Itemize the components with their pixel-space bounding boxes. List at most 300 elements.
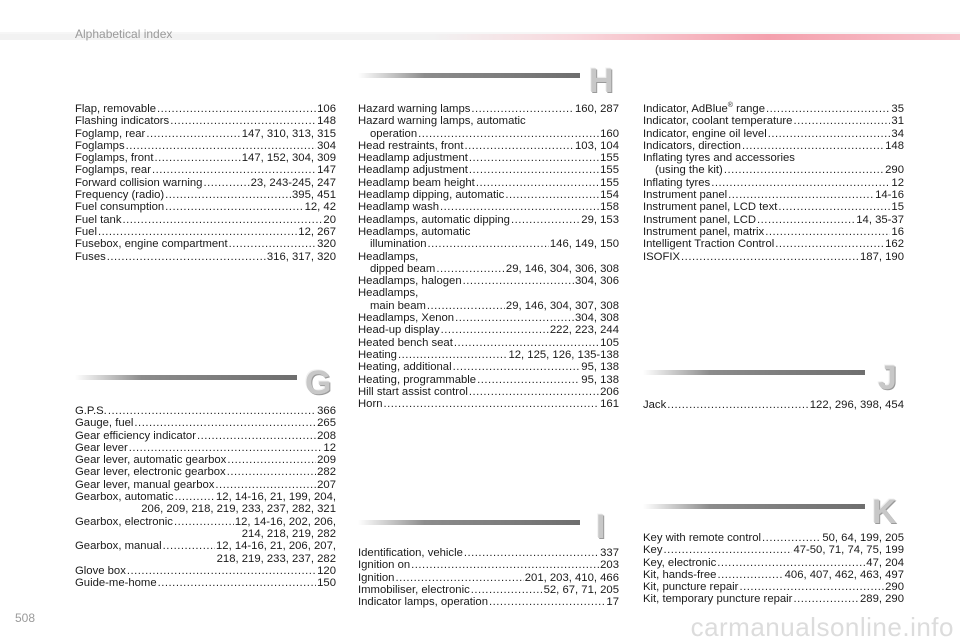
leader-dots <box>411 559 599 571</box>
index-entry-term: Headlamp adjustment <box>358 164 468 177</box>
index-entry-term: Identification, vehicle <box>358 547 463 559</box>
index-entry-pages: 158 <box>600 201 619 214</box>
watermark-text: carmanualsonline.info <box>690 612 954 642</box>
index-entry-term: (using the kit) <box>655 164 723 177</box>
letter-j-heading: J <box>878 359 897 397</box>
index-entry <box>75 516 336 541</box>
letter-h-bar <box>358 73 580 78</box>
index-entry-term: Gauge, fuel <box>75 417 134 430</box>
index-entry-term: Fuel consumption <box>75 201 165 214</box>
leader-dots <box>418 128 599 140</box>
index-entry-term: Headlamps, halogen <box>358 275 462 288</box>
index-entry-pages: 160 <box>600 127 619 140</box>
index-entry-term: Headlamp wash <box>358 201 440 214</box>
index-entry <box>75 214 336 226</box>
index-entry <box>75 430 336 442</box>
index-entry-term: Instrument panel, LCD text <box>643 201 778 214</box>
leader-dots <box>464 140 574 152</box>
leader-dots <box>127 565 316 577</box>
index-entry-pages: 162 <box>885 238 904 251</box>
index-entry-pages: 203 <box>600 559 619 572</box>
index-entry <box>358 584 619 596</box>
leader-dots <box>395 572 523 584</box>
index-entry <box>75 417 336 429</box>
leader-dots <box>724 164 884 176</box>
leader-dots <box>489 596 605 608</box>
index-entry-term: Gear lever <box>75 441 128 454</box>
leader-dots <box>126 140 317 152</box>
index-entry-pages: 147, 152, 304, 309 <box>241 152 336 165</box>
leader-dots <box>471 103 574 115</box>
index-entry-heading: Headlamps, automatic <box>358 225 471 238</box>
index-entry-term: Gear lever, electronic gearbox <box>75 466 226 479</box>
index-entry-pages: 320 <box>317 238 336 251</box>
leader-dots <box>174 516 234 528</box>
index-entry <box>643 115 904 127</box>
index-entry-term: Headlamp adjustment <box>358 152 468 165</box>
index-entry-term: ISOFIX <box>643 250 681 263</box>
index-entry <box>75 479 336 491</box>
leader-dots <box>398 349 507 361</box>
leader-dots <box>762 532 821 544</box>
index-entry-term: Gearbox, automatic <box>75 491 174 504</box>
leader-dots <box>203 177 249 189</box>
index-entry-pages: 289, 290 <box>860 593 904 606</box>
index-entry-term: Headlamps, Xenon <box>358 312 455 325</box>
leader-dots <box>227 454 316 466</box>
leader-dots <box>778 201 890 213</box>
index-entry-term: Heated bench seat <box>358 336 453 349</box>
index-entry-pages: 282 <box>317 466 336 479</box>
index-entry-pages: 12, 14-16, 202, 206, <box>234 515 336 528</box>
index-entry <box>643 214 904 226</box>
index-entry <box>358 189 619 201</box>
index-entry-term: Foglamps, rear <box>75 164 151 177</box>
index-entry-term: Gear lever, automatic gearbox <box>75 454 227 467</box>
index-entry-pages: 290 <box>885 164 904 177</box>
index-entry-term: Foglamp, rear <box>75 127 146 140</box>
index-entry <box>75 152 336 164</box>
leader-dots <box>158 577 317 589</box>
leader-dots <box>464 547 599 559</box>
index-section-i <box>358 547 619 608</box>
index-entry-pages: 12, 14-16, 21, 199, 204, <box>216 491 336 504</box>
index-entry-term: Instrument panel <box>643 189 728 202</box>
index-entry-pages: 106 <box>317 103 336 115</box>
leader-dots <box>663 544 792 556</box>
index-entry-pages: 47, 204 <box>866 556 904 569</box>
index-entry <box>643 189 904 201</box>
index-entry-pages: 304 <box>317 139 336 152</box>
index-section-i-continued <box>643 103 904 263</box>
index-entry-term: Gearbox, electronic <box>75 515 173 528</box>
index-entry-term: Indicator, AdBlue® range <box>643 102 766 115</box>
leader-dots <box>165 201 303 213</box>
index-entry-pages: 207 <box>317 478 336 491</box>
index-entry-pages: 154 <box>600 189 619 202</box>
index-entry-term: illumination <box>370 238 427 251</box>
leader-dots <box>463 275 574 287</box>
index-entry <box>643 581 904 593</box>
index-entry <box>358 152 619 164</box>
index-entry <box>643 201 904 213</box>
page-number: 508 <box>15 611 36 625</box>
leader-dots <box>428 238 549 250</box>
index-entry-term: Indicators, direction <box>643 139 741 152</box>
index-entry <box>75 189 336 201</box>
index-entry <box>358 164 619 176</box>
index-entry-pages-continued: 218, 219, 233, 237, 282 <box>216 552 336 565</box>
index-entry-term: Intelligent Traction Control <box>643 238 775 251</box>
leader-dots <box>134 417 316 429</box>
index-entry-heading: Hazard warning lamps, automatic <box>358 115 526 128</box>
index-entry-term: Fuses <box>75 250 106 263</box>
leader-dots <box>739 581 884 593</box>
index-entry-pages: 29, 146, 304, 307, 308 <box>505 299 619 312</box>
index-entry-heading: Headlamps, <box>358 287 419 300</box>
index-entry <box>358 214 619 226</box>
index-entry-pages: 206 <box>600 385 619 398</box>
index-entry <box>358 287 619 312</box>
index-entry <box>643 532 904 544</box>
index-entry-term: Heating <box>358 348 397 361</box>
index-entry-pages: 12, 267 <box>298 225 336 238</box>
index-entry-pages: 161 <box>600 398 619 411</box>
leader-dots <box>108 405 316 417</box>
index-entry <box>75 540 336 565</box>
leader-dots <box>471 584 543 596</box>
letter-i-bar <box>358 520 580 525</box>
leader-dots <box>165 189 291 201</box>
index-entry-pages: 304, 308 <box>575 312 619 325</box>
index-entry-pages: 35 <box>891 103 904 115</box>
index-entry-pages: 265 <box>317 417 336 430</box>
index-entry-term: Headlamp beam height <box>358 176 475 189</box>
index-entry-term: Horn <box>358 398 383 411</box>
index-entry-term: Key <box>643 544 663 557</box>
index-entry <box>75 442 336 454</box>
index-section-h <box>358 103 619 410</box>
index-entry-pages: 31 <box>891 115 904 128</box>
index-entry-pages: 337 <box>600 547 619 559</box>
leader-dots <box>469 152 599 164</box>
leader-dots <box>146 128 240 140</box>
index-entry-term: Instrument panel, LCD <box>643 213 757 226</box>
leader-dots <box>98 226 297 238</box>
leader-dots <box>157 103 316 115</box>
index-entry-pages: 14, 35-37 <box>856 213 904 226</box>
index-entry <box>358 226 619 251</box>
index-section-f <box>75 103 336 263</box>
index-entry-term: Glove box <box>75 564 126 577</box>
index-entry-term: Inflating tyres <box>643 176 711 189</box>
index-entry-term: operation <box>370 127 418 140</box>
index-entry <box>643 226 904 238</box>
index-entry <box>358 386 619 398</box>
leader-dots <box>229 238 317 250</box>
index-entry-pages: 15 <box>891 201 904 214</box>
index-entry-pages-continued: 214, 218, 219, 282 <box>241 527 336 540</box>
index-section-j <box>643 399 904 411</box>
leader-dots <box>477 374 580 386</box>
index-entry-term: Headlamp dipping, automatic <box>358 189 505 202</box>
index-entry-pages: 366 <box>317 405 336 417</box>
index-entry <box>358 337 619 349</box>
leader-dots <box>681 251 859 263</box>
leader-dots <box>476 177 599 189</box>
index-entry-term: Gearbox, manual <box>75 540 162 553</box>
leader-dots <box>197 430 316 442</box>
index-entry-pages: 12 <box>323 441 336 454</box>
index-entry-pages: 29, 153 <box>581 213 619 226</box>
page-header-title: Alphabetical index <box>75 27 173 41</box>
index-entry-term: Ignition <box>358 571 395 584</box>
leader-dots <box>717 557 865 569</box>
index-entry <box>75 128 336 140</box>
index-entry-term: Foglamps, front <box>75 152 154 165</box>
index-entry-pages: 155 <box>600 176 619 189</box>
leader-dots <box>469 164 599 176</box>
index-entry-term: Head restraints, front <box>358 139 464 152</box>
index-entry-pages: 155 <box>600 164 619 177</box>
leader-dots <box>793 593 859 605</box>
index-section-k <box>643 532 904 606</box>
index-entry-pages: 160, 287 <box>575 103 619 115</box>
index-entry-term: Hazard warning lamps <box>358 103 471 115</box>
index-entry-term: Fuel <box>75 225 97 238</box>
index-entry-pages: 17 <box>606 596 619 609</box>
leader-dots <box>793 115 890 127</box>
index-entry-pages: 304, 306 <box>575 275 619 288</box>
index-entry <box>358 374 619 386</box>
index-entry <box>643 544 904 556</box>
index-entry-pages: 23, 243-245, 247 <box>250 176 336 189</box>
index-entry-pages: 16 <box>891 225 904 238</box>
leader-dots <box>711 177 890 189</box>
index-entry-term: Flap, removable <box>75 103 156 115</box>
index-entry <box>643 140 904 152</box>
leader-dots <box>441 324 549 336</box>
index-entry-heading: Inflating tyres and accessories <box>643 152 795 165</box>
index-entry-term: Frequency (radio) <box>75 189 165 202</box>
index-entry-term: Key, electronic <box>643 556 717 569</box>
leader-dots <box>436 263 505 275</box>
leader-dots <box>766 103 890 115</box>
index-entry-term: Key with remote control <box>643 532 762 544</box>
leader-dots <box>440 201 599 213</box>
index-entry-heading: Headlamps, <box>358 250 419 263</box>
index-entry <box>643 103 904 115</box>
index-entry <box>358 349 619 361</box>
leader-dots <box>454 337 599 349</box>
index-entry <box>75 115 336 127</box>
index-entry-term: dipped beam <box>370 262 436 275</box>
leader-dots <box>728 189 874 201</box>
index-entry <box>75 405 336 417</box>
index-entry <box>643 251 904 263</box>
index-entry-term: Heating, additional <box>358 361 452 374</box>
index-entry-pages: 406, 407, 462, 463, 497 <box>784 568 904 581</box>
index-entry-pages: 105 <box>600 336 619 349</box>
leader-dots <box>742 140 884 152</box>
index-entry <box>75 577 336 589</box>
leader-dots <box>129 442 323 454</box>
index-entry <box>75 164 336 176</box>
index-entry-term: Kit, puncture repair <box>643 581 739 594</box>
leader-dots <box>154 152 240 164</box>
index-entry-pages: 148 <box>885 139 904 152</box>
index-entry-pages: 150 <box>317 577 336 590</box>
index-entry <box>358 140 619 152</box>
index-entry-term: Gear lever, manual gearbox <box>75 478 215 491</box>
index-entry-term: Guide-me-home <box>75 577 157 590</box>
leader-dots <box>757 214 855 226</box>
index-entry-term: Jack <box>643 399 667 411</box>
index-entry <box>643 238 904 250</box>
index-entry <box>75 226 336 238</box>
index-entry-pages: 290 <box>885 581 904 594</box>
index-entry-pages: 47-50, 71, 74, 75, 199 <box>793 544 904 557</box>
index-entry <box>75 466 336 478</box>
index-entry <box>358 559 619 571</box>
index-entry <box>643 177 904 189</box>
index-entry-pages: 148 <box>317 115 336 128</box>
index-entry-pages: 50, 64, 199, 205 <box>822 532 904 544</box>
leader-dots <box>427 300 505 312</box>
index-entry <box>75 238 336 250</box>
index-entry <box>643 399 904 411</box>
index-entry-pages: 12 <box>891 176 904 189</box>
letter-j-bar <box>643 370 865 375</box>
index-entry <box>75 454 336 466</box>
index-entry-term: Head-up display <box>358 324 440 337</box>
index-entry-pages: 120 <box>317 564 336 577</box>
index-entry-term: main beam <box>370 299 426 312</box>
index-entry-term: Hill start assist control <box>358 385 468 398</box>
letter-g-bar <box>75 375 297 380</box>
index-entry <box>358 596 619 608</box>
index-entry <box>643 593 904 605</box>
index-entry-pages: 222, 223, 244 <box>549 324 619 337</box>
leader-dots <box>505 189 599 201</box>
leader-dots <box>384 398 600 410</box>
index-entry-pages: 20 <box>323 213 336 226</box>
index-entry-term: Kit, hands-free <box>643 568 717 581</box>
index-entry-pages: 122, 296, 398, 454 <box>809 399 904 411</box>
leader-dots <box>152 164 316 176</box>
index-entry-pages: 147, 310, 313, 315 <box>241 127 336 140</box>
index-entry-term: Forward collision warning <box>75 176 203 189</box>
index-entry <box>358 312 619 324</box>
leader-dots <box>107 251 266 263</box>
index-entry-pages: 316, 317, 320 <box>266 250 336 263</box>
letter-g-heading: G <box>305 364 332 402</box>
index-entry-pages-continued: 206, 209, 218, 219, 233, 237, 282, 321 <box>141 503 336 516</box>
index-entry <box>358 115 619 140</box>
index-entry <box>643 152 904 177</box>
leader-dots <box>455 312 574 324</box>
index-entry-pages: 395, 451 <box>292 189 336 202</box>
index-entry <box>75 177 336 189</box>
index-entry-term: Fuel tank <box>75 213 122 226</box>
letter-k-bar <box>643 504 865 509</box>
index-entry-pages: 147 <box>317 164 336 177</box>
leader-dots <box>163 540 215 552</box>
index-entry-pages: 201, 203, 410, 466 <box>524 571 619 584</box>
index-entry-pages: 155 <box>600 152 619 165</box>
leader-dots <box>667 399 809 411</box>
leader-dots <box>175 491 215 503</box>
index-entry-term: Gear efficiency indicator <box>75 429 196 442</box>
index-entry-term: Ignition on <box>358 559 411 572</box>
index-entry <box>358 177 619 189</box>
index-entry-pages: 208 <box>317 429 336 442</box>
index-entry-pages: 95, 138 <box>581 373 619 386</box>
index-entry-pages: 14-16 <box>875 189 904 202</box>
index-entry-pages: 209 <box>317 454 336 467</box>
index-entry-pages: 12, 125, 126, 135-138 <box>508 348 619 361</box>
leader-dots <box>215 479 316 491</box>
index-entry-term: Kit, temporary puncture repair <box>643 593 793 606</box>
index-entry-pages: 12, 14-16, 21, 206, 207, <box>216 540 336 553</box>
index-section-g <box>75 405 336 589</box>
letter-i-heading: I <box>596 508 606 546</box>
index-entry-term: Indicator, coolant temperature <box>643 115 793 128</box>
index-entry <box>358 201 619 213</box>
leader-dots <box>511 214 580 226</box>
leader-dots <box>170 115 316 127</box>
index-entry <box>358 398 619 410</box>
index-entry-pages: 187, 190 <box>860 250 904 263</box>
index-entry <box>643 569 904 581</box>
index-entry <box>358 361 619 373</box>
index-entry-pages: 52, 67, 71, 205 <box>543 583 619 596</box>
index-entry <box>75 251 336 263</box>
index-entry <box>75 103 336 115</box>
index-entry <box>358 251 619 276</box>
index-entry <box>75 491 336 516</box>
index-entry-term: Fusebox, engine compartment <box>75 238 228 251</box>
index-entry-pages: 146, 149, 150 <box>549 238 619 251</box>
leader-dots <box>453 361 581 373</box>
index-entry-term: Indicator, engine oil level <box>643 127 767 140</box>
letter-k-heading: K <box>872 493 897 531</box>
index-entry-pages: 29, 146, 304, 306, 308 <box>505 262 619 275</box>
index-entry <box>358 324 619 336</box>
index-entry <box>358 572 619 584</box>
index-entry-term: G.P.S. <box>75 405 107 417</box>
index-entry-pages: 95, 138 <box>581 361 619 374</box>
leader-dots <box>775 238 884 250</box>
letter-h-heading: H <box>589 62 614 100</box>
leader-dots <box>469 386 599 398</box>
leader-dots <box>122 214 322 226</box>
index-entry-pages: 12, 42 <box>304 201 336 214</box>
index-entry-term: Indicator lamps, operation <box>358 596 488 609</box>
index-entry <box>358 103 619 115</box>
index-entry <box>75 140 336 152</box>
leader-dots <box>765 226 890 238</box>
leader-dots <box>227 466 316 478</box>
index-entry-term: Immobiliser, electronic <box>358 583 470 596</box>
leader-dots <box>717 569 783 581</box>
index-entry <box>75 201 336 213</box>
index-entry-pages: 34 <box>891 127 904 140</box>
index-entry <box>358 547 619 559</box>
index-entry-term: Headlamps, automatic dipping <box>358 213 510 226</box>
index-entry-term: Flashing indicators <box>75 115 170 128</box>
leader-dots <box>768 128 891 140</box>
